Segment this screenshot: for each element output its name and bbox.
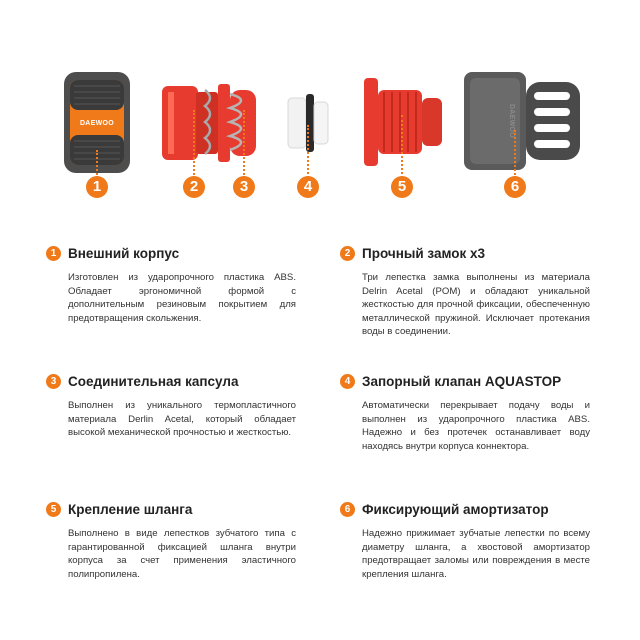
callout-3: 3 <box>233 176 255 198</box>
leader-line-6 <box>514 130 516 178</box>
exploded-view-illustration <box>0 0 640 215</box>
leader-line-5 <box>401 115 403 178</box>
callout-5: 5 <box>391 176 413 198</box>
feature-number: 6 <box>340 502 355 517</box>
feature-number: 4 <box>340 374 355 389</box>
leader-line-2 <box>193 110 195 178</box>
feature-2 <box>340 244 590 339</box>
feature-description: Изготовлен из ударопрочного пластика ABS. Обладает эргономичной формой с дополнительным резиновым покрытием для предотвращения скольжения. <box>68 272 296 324</box>
callout-1: 1 <box>86 176 108 198</box>
feature-number: 1 <box>46 246 61 261</box>
feature-title: Внешний корпус <box>68 245 180 261</box>
housing-logo: DAEWOO <box>79 120 115 127</box>
feature-title: Запорный клапан AQUASTOP <box>362 373 562 389</box>
feature-number: 3 <box>46 374 61 389</box>
feature-title: Крепление шланга <box>68 501 193 517</box>
feature-description: Выполнен из уникального термопластичного материала Derlin Acetal, который обладает высокой механической прочностью и жесткостью. <box>68 400 296 439</box>
lock-and-spring-image <box>160 78 260 168</box>
feature-6 <box>340 500 590 581</box>
feature-title: Фиксирующий амортизатор <box>362 501 549 517</box>
feature-5 <box>46 500 296 581</box>
feature-description: Три лепестка замка выполнены из материала Delrin Acetal (POM) и обладают уникальной жесткостью для прочной фиксации, обеспеченную металлической пружиной. Исключает протекания воды в соединении. <box>362 272 590 338</box>
callout-6: 6 <box>504 176 526 198</box>
leader-line-1 <box>96 150 98 178</box>
feature-description: Автоматически перекрывает подачу воды и выполнен из ударопрочного пластика ABS. Надежно и без протечек останавливает воду находясь внутри корпуса коннектора. <box>362 400 590 452</box>
feature-description: Выполнено в виде лепестков зубчатого типа с гарантированной фиксацией шланга внутри корпуса за счет применения эластичного полипропилена. <box>68 528 296 580</box>
feature-1 <box>46 244 296 325</box>
feature-4 <box>340 372 590 453</box>
feature-title: Соединительная капсула <box>68 373 239 389</box>
absorber-logo: DAEWOO <box>508 103 515 139</box>
valve-aquastop-image <box>284 92 334 154</box>
feature-number: 5 <box>46 502 61 517</box>
hose-mount-image <box>362 72 444 172</box>
callout-4: 4 <box>297 176 319 198</box>
feature-description: Надежно прижимает зубчатые лепестки по всему диаметру шланга, а хвостовой амортизатор предотвращает заломы или повреждения в месте крепления шланга. <box>362 528 590 580</box>
feature-3 <box>46 372 296 440</box>
callout-2: 2 <box>183 176 205 198</box>
feature-title: Прочный замок х3 <box>362 245 486 261</box>
leader-line-3 <box>243 110 245 178</box>
feature-number: 2 <box>340 246 355 261</box>
shock-absorber-image <box>462 68 582 174</box>
leader-line-4 <box>307 125 309 178</box>
